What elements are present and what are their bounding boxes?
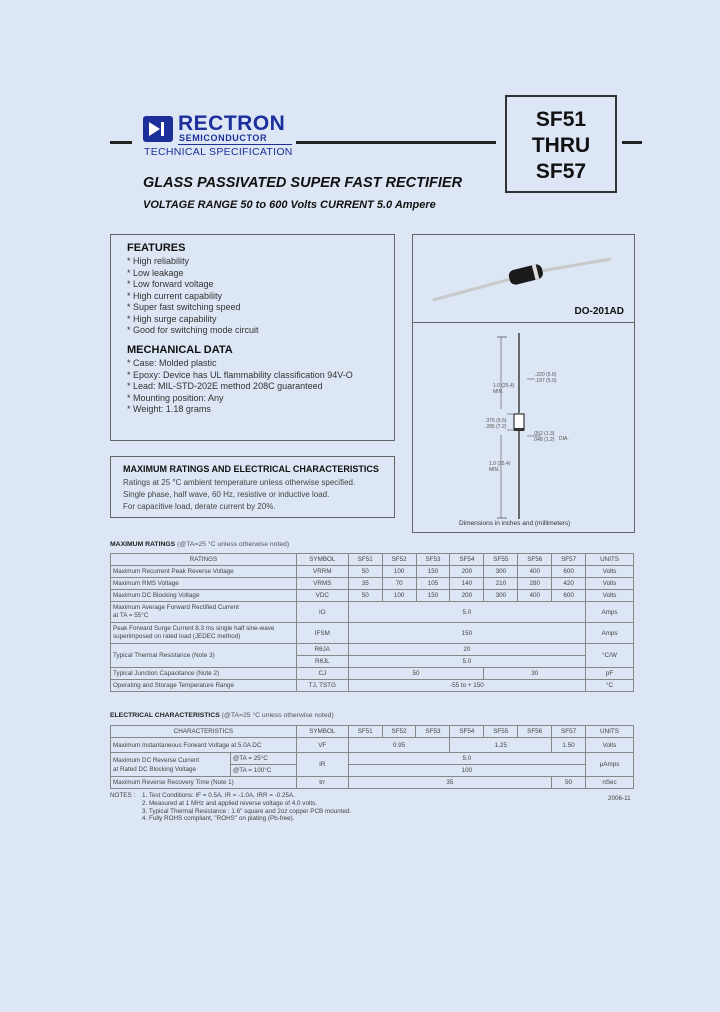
ratings-heading: MAXIMUM RATINGS AND ELECTRICAL CHARACTERISTICS: [123, 464, 379, 474]
part-line-1: SF51: [535, 108, 587, 131]
ratings-info-box: [110, 456, 395, 518]
cell: 35: [348, 578, 382, 590]
col-header: SF52: [382, 554, 416, 566]
dim-label: .375 (9.5): [485, 418, 507, 424]
cell: °C: [586, 680, 634, 692]
col-header: SF53: [416, 554, 450, 566]
brand-sub: SEMICONDUCTOR: [179, 133, 268, 143]
max-ratings-title: MAXIMUM RATINGS: [110, 541, 176, 548]
cell: Maximum Recurrent Peak Reverse Voltage: [111, 566, 297, 578]
cell: 300: [484, 566, 518, 578]
revision-date: 2006-11: [608, 795, 631, 802]
dim-label: 1.0 (25.4): [489, 461, 511, 467]
cell: IR: [296, 753, 348, 777]
cell: 5.0: [348, 656, 585, 668]
dim-label: DIA.: [559, 436, 569, 442]
table-row: [111, 566, 634, 578]
mechanical-heading: MECHANICAL DATA: [127, 344, 233, 356]
dim-label: .048 (1.2): [533, 437, 555, 443]
col-header: UNITS: [586, 726, 634, 738]
cell: 150: [416, 590, 450, 602]
part-line-3: SF57: [535, 160, 587, 183]
cell: -55 to + 150: [348, 680, 585, 692]
feature-item: * High surge capability: [127, 313, 217, 324]
cell-line: superimposed on rated load (JEDEC method): [113, 633, 241, 640]
col-header: SF55: [484, 554, 518, 566]
cell: Volts: [586, 738, 634, 753]
dim-label: MIN.: [489, 467, 500, 473]
dimension-note: Dimensions in inches and (millimeters): [459, 520, 571, 527]
cell: Maximum RMS Voltage: [111, 578, 297, 590]
table-row: [111, 753, 634, 765]
cell: RθJA: [296, 644, 348, 656]
cell: CJ: [296, 668, 348, 680]
cell-line: at Rated DC Blocking Voltage: [113, 765, 196, 773]
table-row: [111, 777, 634, 789]
cell: @TA = 25°C: [230, 753, 296, 765]
cell: 100: [382, 566, 416, 578]
note-item: 1. Test Conditions: IF = 0.5A, IR = -1.0A, IRR = -0.25A.: [142, 792, 296, 799]
dim-label: 1.0 (25.4): [493, 383, 515, 389]
col-header: SF56: [518, 726, 552, 738]
cell: Volts: [586, 566, 634, 578]
document-title: GLASS PASSIVATED SUPER FAST RECTIFIER: [143, 175, 463, 191]
col-header: SF56: [518, 554, 552, 566]
cell: 70: [382, 578, 416, 590]
cell: nSec: [586, 777, 634, 789]
package-label: DO-201AD: [574, 306, 624, 317]
feature-item: * Low forward voltage: [127, 279, 214, 289]
mechanical-item: * Case: Molded plastic: [127, 358, 217, 368]
table-header-row: [111, 726, 634, 738]
cell-line: Peak Forward Surge Current 8.3 ms single half sine-wave: [113, 625, 275, 632]
package-image-box: [412, 234, 635, 324]
cell: pF: [586, 668, 634, 680]
mechanical-item: * Lead: MIL-STD-202E method 208C guaranteed: [127, 381, 323, 391]
cell: 105: [416, 578, 450, 590]
max-ratings-table: [110, 553, 634, 692]
cell: 420: [552, 578, 586, 590]
cell: 1.50: [552, 738, 586, 753]
tech-spec-label: TECHNICAL SPECIFICATION: [144, 146, 293, 158]
feature-item: * Good for switching mode circuit: [127, 325, 259, 335]
cell: VF: [296, 738, 348, 753]
dim-label: .052 (1.3): [533, 431, 555, 437]
cell: Volts: [586, 590, 634, 602]
feature-item: * High current capability: [127, 290, 223, 301]
col-header: SYMBOL: [296, 554, 348, 566]
cell: [111, 753, 231, 777]
brand-name: RECTRON: [178, 112, 286, 135]
col-header: SYMBOL: [296, 726, 348, 738]
note-item: 2. Measured at 1 MHz and applied reverse voltage of 4.0 volts.: [142, 799, 318, 807]
elec-chars-heading: [110, 712, 334, 719]
cell: Maximum Reverse Recovery Time (Note 1): [111, 777, 297, 789]
table-row: [111, 578, 634, 590]
cell: 1.25: [450, 738, 552, 753]
feature-item: * Super fast switching speed: [127, 302, 241, 312]
cell: 30: [484, 668, 586, 680]
cell: RθJL: [296, 656, 348, 668]
ratings-line: Ratings at 25 °C ambient temperature unless otherwise specified.: [123, 478, 356, 487]
cell: Operating and Storage Temperature Range: [111, 680, 297, 692]
dim-label: .220 (5.6): [535, 372, 557, 378]
cell: TJ, TSTG: [296, 680, 348, 692]
cell-line: at TA = 55°C: [113, 612, 149, 619]
table-row: [111, 644, 634, 656]
cell: VRMS: [296, 578, 348, 590]
part-number-box: [505, 95, 617, 193]
cell: 0.95: [348, 738, 450, 753]
document-subtitle: VOLTAGE RANGE 50 to 600 Volts CURRENT 5.0 Ampere: [143, 199, 436, 211]
ratings-line: Single phase, half wave, 60 Hz, resistive or inductive load.: [123, 489, 330, 499]
col-header: SF53: [416, 726, 450, 738]
note-item: 4. Fully ROHS compliant, "ROHS" on plating (Pb-free).: [142, 815, 295, 823]
mechanical-item: * Epoxy: Device has UL flammability classification 94V-O: [127, 369, 353, 380]
col-header: UNITS: [586, 554, 634, 566]
cell: 210: [484, 578, 518, 590]
table-row: [111, 680, 634, 692]
cell: 400: [518, 566, 552, 578]
cell: Maximum Instantaneous Forward Voltage at 5.0A DC: [111, 738, 297, 753]
cell: 400: [518, 590, 552, 602]
dimension-drawing-box: [412, 322, 635, 533]
cell: 100: [348, 765, 585, 777]
note-item: 3. Typical Thermal Resistance : 1.6" square and 2oz copper PCB mounted.: [142, 807, 352, 815]
elec-chars-table: [110, 725, 634, 789]
mechanical-item: * Mounting position: Any: [127, 392, 224, 403]
cell: [111, 623, 297, 644]
col-header: SF51: [348, 554, 382, 566]
notes-label: NOTES :: [110, 792, 136, 799]
cell: Amps: [586, 602, 634, 623]
ratings-line: For capacitive load, derate current by 20%.: [123, 501, 276, 511]
notes-list: [142, 792, 351, 823]
elec-chars-note: (@TA=25 °C unless otherwise noted): [221, 712, 334, 719]
cell: Amps: [586, 623, 634, 644]
cell: VDC: [296, 590, 348, 602]
cell-line: Maximum Average Forward Rectified Current: [113, 604, 239, 611]
cell: 150: [416, 566, 450, 578]
cell: 300: [484, 590, 518, 602]
cell: 20: [348, 644, 585, 656]
table-row: [111, 590, 634, 602]
dim-label: MIN.: [493, 389, 504, 395]
cell: IFSM: [296, 623, 348, 644]
features-box: [110, 234, 395, 441]
cell: 200: [450, 566, 484, 578]
max-ratings-note: (@TA=25 °C unless otherwise noted): [177, 541, 290, 548]
dimension-drawing: [413, 323, 634, 532]
cell: VRRM: [296, 566, 348, 578]
cell: μAmps: [586, 753, 634, 777]
table-header-row: [111, 554, 634, 566]
cell: °C/W: [586, 644, 634, 668]
col-header: SF55: [484, 726, 518, 738]
features-heading: FEATURES: [127, 242, 186, 254]
dim-label: .197 (5.0): [535, 378, 557, 384]
cell: Maximum DC Blocking Voltage: [111, 590, 297, 602]
cell: 200: [450, 590, 484, 602]
feature-item: * Low leakage: [127, 267, 184, 278]
col-header: SF52: [382, 726, 416, 738]
cell: trr: [296, 777, 348, 789]
rectron-logo-icon: [143, 116, 173, 142]
brand-rule: [178, 144, 292, 145]
table-row: [111, 738, 634, 753]
table-row: [111, 623, 634, 644]
col-header: SF51: [348, 726, 382, 738]
col-header: CHARACTERISTICS: [111, 726, 297, 738]
cell: 150: [348, 623, 585, 644]
cell: 140: [450, 578, 484, 590]
cell: 50: [348, 668, 484, 680]
feature-item: * High reliability: [127, 256, 190, 266]
cell: 5.0: [348, 602, 585, 623]
cell: @TA = 100°C: [230, 765, 296, 777]
cell: Volts: [586, 578, 634, 590]
cell: 50: [348, 590, 382, 602]
dim-label: .285 (7.2): [485, 424, 507, 430]
elec-chars-title: ELECTRICAL CHARACTERISTICS: [110, 712, 220, 719]
col-header: SF54: [450, 554, 484, 566]
cell: Typical Thermal Resistance (Note 3): [111, 644, 297, 668]
cell: 600: [552, 566, 586, 578]
col-header: RATINGS: [111, 554, 297, 566]
col-header: SF57: [552, 726, 586, 738]
header-rule-right: [296, 141, 496, 144]
table-row: [111, 602, 634, 623]
part-line-2: THRU: [531, 134, 591, 157]
header-rule-far-right: [622, 141, 642, 144]
table-row: [111, 668, 634, 680]
cell-line: Maximum DC Reverse Current: [113, 756, 200, 764]
cell: 280: [518, 578, 552, 590]
header-rule-left: [110, 141, 132, 144]
cell: IO: [296, 602, 348, 623]
mechanical-item: * Weight: 1.18 grams: [127, 404, 211, 414]
max-ratings-heading: [110, 541, 289, 548]
cell: [111, 602, 297, 623]
cell: 100: [382, 590, 416, 602]
cell: 50: [348, 566, 382, 578]
col-header: SF57: [552, 554, 586, 566]
col-header: SF54: [450, 726, 484, 738]
cell: 35: [348, 777, 551, 789]
cell: 5.0: [348, 753, 585, 765]
cell: 50: [552, 777, 586, 789]
cell: 600: [552, 590, 586, 602]
cell: Typical Junction Capacitance (Note 2): [111, 668, 297, 680]
